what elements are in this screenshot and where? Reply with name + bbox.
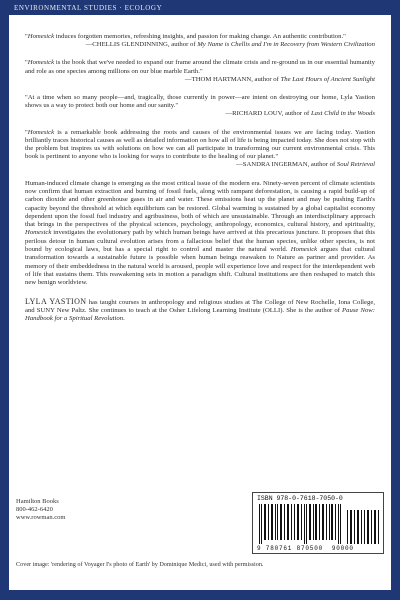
endorsement-quote: "Homesick is a remarkable book addressing the roots and causes of the environmental issues we are facing today. Yastion brilliantly traces historical causes as well as detailed information on how all of life is being impacted today. She does not stop with the problem but inspires us with solutions on how we can all participate in transforming our current environmental crisis. This book is pertinent to anyone who is looking for ways to contribute to the healing of our planet." —SANDRA INGERMAN, author of Soul Retrieval [25,128,375,169]
quote-text: induces forgotten memories, refreshing insights, and passion for making change. An authentic contribution." [54,33,346,40]
quote-attribution: —CHELLIS GLENDINNING, author of My Name is Chellis and I'm in Recovery from Western Civilization [85,41,375,49]
barcode-icon [257,504,381,544]
publisher-phone: 800-462-6420 [16,506,53,513]
quote-attribution: —THOM HARTMANN, author of The Last Hours of Ancient Sunlight [184,75,375,83]
isbn-number: ISBN 978-0-7618-7050-0 [257,495,343,502]
author-name: LYLA YASTION [25,296,87,306]
publisher-info [16,498,65,522]
book-description: Human-induced climate change is emerging as the most critical issue of the modern era. Ninety-seven percent of climate scientists now confirm that human extraction and burning of fossil fuels, along with rampant deforestation, is causing a rapid build-up of carbon dioxide and other greenhouse gases in air and water. These emissions heat up the planet and may be pushing Earth's capacity beyond the threshold at which equilibrium can be restored. Global warming is sustained by a global capitalist economy dependent upon the fossil fuel industry and agribusiness, both of which are unsustainable. Through an interdisciplinary approach that brings in the perspectives of the physical sciences, psychology, anthropology, economics, cultural history, and spirituality, Homesick investigates the evolutionary path by which human beings have arrived at this precarious juncture. It proposes that this perilous detour in human cultural evolution arises from a fallacious belief that the human species, unlike other species, is not bound by ecological laws, but has a special right to control and master the natural world. Homesick argues that cultural transformation towards a sustainable future is possible when human beings reawaken to Nature as partner and provider. As memory of their embeddedness in the natural world is aroused, people will experience love and respect for the interdependent web of life that sustains them. This reawakening sets in motion a paradigm shift. Cultural institutions are then reshaped to match this new benign worldview. [25,179,375,287]
endorsement-quote: "Homesick induces forgotten memories, refreshing insights, and passion for making change. An authentic contribution." —CHELLIS GLENDINNING, author of My Name is Chellis and I'm in Recovery from Western Civilization [25,33,375,49]
quote-attribution: —SANDRA INGERMAN, author of Soul Retrieval [236,161,375,169]
quote-text: "At a time when so many people—and, tragically, those currently in power—are intent on destroying our home, Lyla Yastion shows us a way to protect both our home and our sanity." [25,94,375,110]
endorsement-quote [25,94,375,119]
barcode-digits: 9 780761 870500 90000 [257,545,354,552]
cover-image-credit: Cover image: 'rendering of Voyager I's photo of Earth' by Dominique Medici, used with permission. [16,561,264,568]
publisher-url: www.rowman.com [16,514,66,521]
quote-text: is the book that we've needed to expand our frame around the climate crisis and re-ground us in our essential humanity and role as one species among millions on our blue marble Earth." [25,59,375,75]
endorsement-quote: "Homesick is the book that we've needed to expand our frame around the climate crisis and re-ground us in our essential humanity and role as one species among millions on our blue marble Earth." —THOM HARTMANN, author of The Last Hours of Ancient Sunlight [25,59,375,83]
quote-title: Homesick [27,59,55,67]
quote-title: Homesick [27,128,55,136]
author-bio: LYLA YASTION has taught courses in anthropology and religious studies at The College of New Rochelle, Iona College, and SUNY New Paltz. She continues to teach at the Osher Lifelong Learning Institute (OLLI). She is the author of Pause Now: Handbook for a Spiritual Revolution. [25,296,375,322]
category-label: ENVIRONMENTAL STUDIES · ECOLOGY [14,4,163,12]
quote-attribution: —RICHARD LOUV, author of Last Child in the Woods [225,110,375,118]
quote-title: Homesick [27,33,55,40]
isbn-barcode [252,492,384,554]
quote-text: is a remarkable book addressing the roots and causes of the environmental issues we are facing today. Yastion brilliantly traces historical causes as well as detailed information on how all of life is being impacted today. She does not stop with the problem but inspires us with solutions on how we can all participate in transforming our current environmental crisis. This book is pertinent to anyone who is looking for ways to contribute to the healing of our planet." [25,128,375,161]
publisher-name: Hamilton Books [16,498,59,505]
